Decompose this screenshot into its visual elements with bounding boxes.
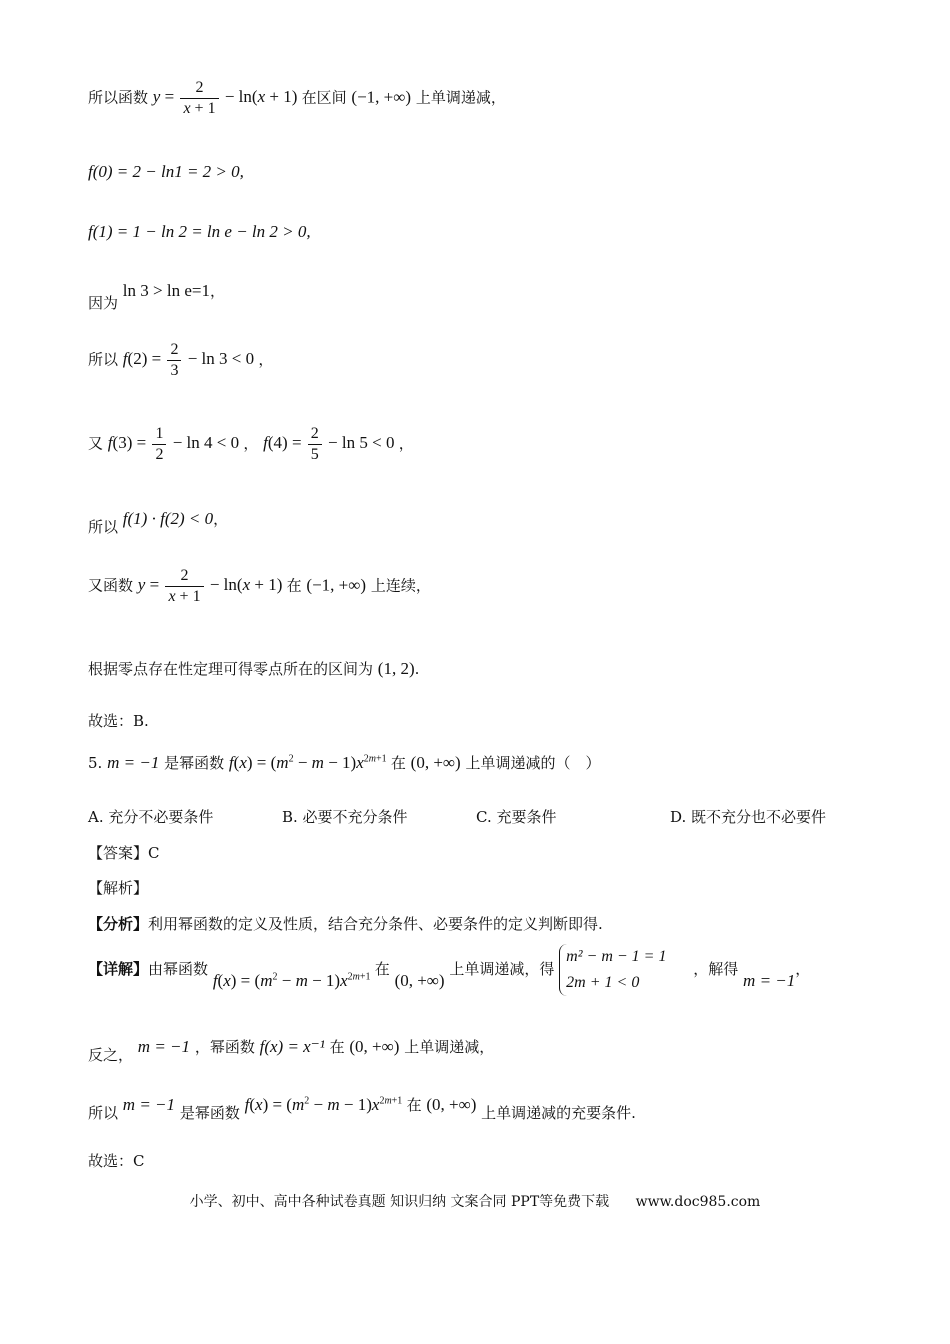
math-expression: y = $\frac{2}{x + 1}$ − ln(x + 1) — [152, 79, 302, 117]
math-interval: (−1, +∞) — [306, 575, 367, 595]
math-expression: m = −1 — [137, 1037, 191, 1056]
detail-label: 【详解】 — [88, 960, 149, 978]
text: 上单调递减的（ ） — [465, 754, 601, 772]
math-expression: m = −1 — [107, 753, 160, 772]
answer-value: C — [148, 844, 160, 862]
text: 在 — [374, 960, 390, 978]
text: 根据零点存在性定理可得零点所在的区间为 — [88, 660, 374, 678]
text: 所以 — [88, 518, 119, 536]
equation-system: m² − m − 1 = 1 2m + 1 < 0 — [559, 944, 666, 996]
text: 所以函数 — [88, 88, 149, 107]
option-b: B. 必要不充分条件 — [282, 808, 408, 826]
math-interval: (0, +∞) — [349, 1037, 400, 1056]
text: 在 — [406, 1096, 422, 1114]
answer-line — [88, 842, 160, 863]
text-line — [88, 1094, 636, 1122]
question-number: 5. — [88, 754, 103, 772]
text: 在 — [329, 1038, 345, 1056]
option-d: D. 既不充分也不必要件 — [670, 808, 827, 826]
math-interval: (−1, +∞) — [351, 87, 412, 107]
math-expression: m = −1 — [122, 1095, 176, 1114]
math-interval: (1, 2) — [377, 659, 415, 678]
text: 上单调递减， — [415, 88, 506, 107]
text: 所以 — [88, 350, 119, 369]
math-expression: f(2) = $\frac{2}{3}$ − ln 3 < 0 — [122, 341, 255, 379]
text-line: 因为 ln 3 > ln e=1， — [88, 281, 225, 312]
text: 上连续， — [370, 576, 431, 595]
text: 由幂函数 — [148, 960, 209, 978]
math-expression: m = −1 — [743, 971, 796, 990]
math-interval: (0, +∞) — [394, 971, 445, 990]
math-expression: f(x) = x⁻¹ — [259, 1037, 325, 1056]
math-expression: f(0) = 2 − ln1 = 2 > 0, — [88, 162, 244, 181]
text: 在 — [286, 576, 302, 595]
text-line — [88, 566, 431, 607]
text: 是幂函数 — [179, 1104, 240, 1122]
text: 利用幂函数的定义及性质，结合充分条件、必要条件的定义判断即得. — [148, 915, 603, 933]
text: 上单调递减的充要条件. — [481, 1104, 636, 1122]
footer-link[interactable]: www.doc985.com — [635, 1194, 761, 1210]
math-expression: f(1) · f(2) < 0 — [122, 509, 214, 528]
math-expression: $f(x) = (m^2 - m - 1)x^{2m+1}$ — [212, 971, 371, 990]
text-line — [88, 78, 506, 119]
text: 上单调递减， — [404, 1038, 495, 1056]
text: 所以 — [88, 1104, 119, 1122]
answer-label: 【答案】 — [88, 844, 149, 862]
math-expression: y = $\frac{2}{x + 1}$ − ln(x + 1) — [137, 567, 287, 605]
analysis-label: 【解析】 — [88, 879, 149, 897]
math-expression: $f(x) = (m^2 - m - 1)x^{2m+1}$ — [244, 1095, 403, 1114]
text-line — [88, 1036, 495, 1064]
footer-text: 小学、初中、高中各种试卷真题 知识归纳 文案合同 PPT等免费下载 — [189, 1194, 610, 1210]
text: 在区间 — [301, 88, 347, 107]
text: 又 — [88, 434, 104, 453]
text: 上单调递减，得 — [449, 960, 555, 978]
option-c: C. 充要条件 — [476, 808, 557, 826]
math-expression: $f(x) = (m^2 - m - 1)x^{2m+1}$ — [228, 753, 387, 772]
fenxi-line — [88, 913, 603, 934]
text: 是幂函数 — [164, 754, 225, 772]
text: ，幂函数 — [194, 1038, 255, 1056]
text-line: 又 f(3) = $\frac{1}{2}$ − ln 4 < 0 ， f(4) = $\frac{2}{5}$ − ln 5 < 0 ， — [88, 425, 414, 463]
text: 在 — [390, 754, 406, 772]
math-interval: (0, +∞) — [426, 1095, 477, 1114]
text: 反之， — [88, 1046, 134, 1064]
detail-line: 【详解】由幂函数 $f(x) = (m^2 - m - 1)x^{2m+1}$ 在 (0, +∞) 上单调递减，得 m² − m − 1 = 1 2m + 1 < 0 ，解得 m = −1， — [88, 944, 810, 996]
text-line: 所以 f(1) · f(2) < 0， — [88, 509, 229, 536]
math-expression: ln 3 > ln e=1 — [122, 281, 210, 300]
text: 又函数 — [88, 576, 134, 595]
math-expression: f(1) = 1 − ln 2 = ln e − ln 2 > 0, — [88, 222, 311, 241]
option-a: A. 充分不必要条件 — [88, 808, 214, 826]
text: 因为 — [88, 294, 119, 312]
text: ，解得 — [693, 960, 739, 978]
text-line: 根据零点存在性定理可得零点所在的区间为 (1, 2). — [88, 659, 420, 678]
math-expression: f(4) = $\frac{2}{5}$ − ln 5 < 0 — [263, 425, 395, 463]
text-line: 故选：B. — [88, 712, 149, 730]
fenxi-label: 【分析】 — [88, 915, 149, 933]
math-expression: f(3) = $\frac{1}{2}$ − ln 4 < 0 — [107, 425, 240, 463]
math-interval: (0, +∞) — [410, 753, 461, 772]
question-stem — [88, 752, 600, 773]
text-line: 所以 f(2) = $\frac{2}{3}$ − ln 3 < 0 ， — [88, 341, 274, 379]
text-line: 故选：C — [88, 1152, 145, 1170]
page-footer — [0, 1191, 950, 1211]
